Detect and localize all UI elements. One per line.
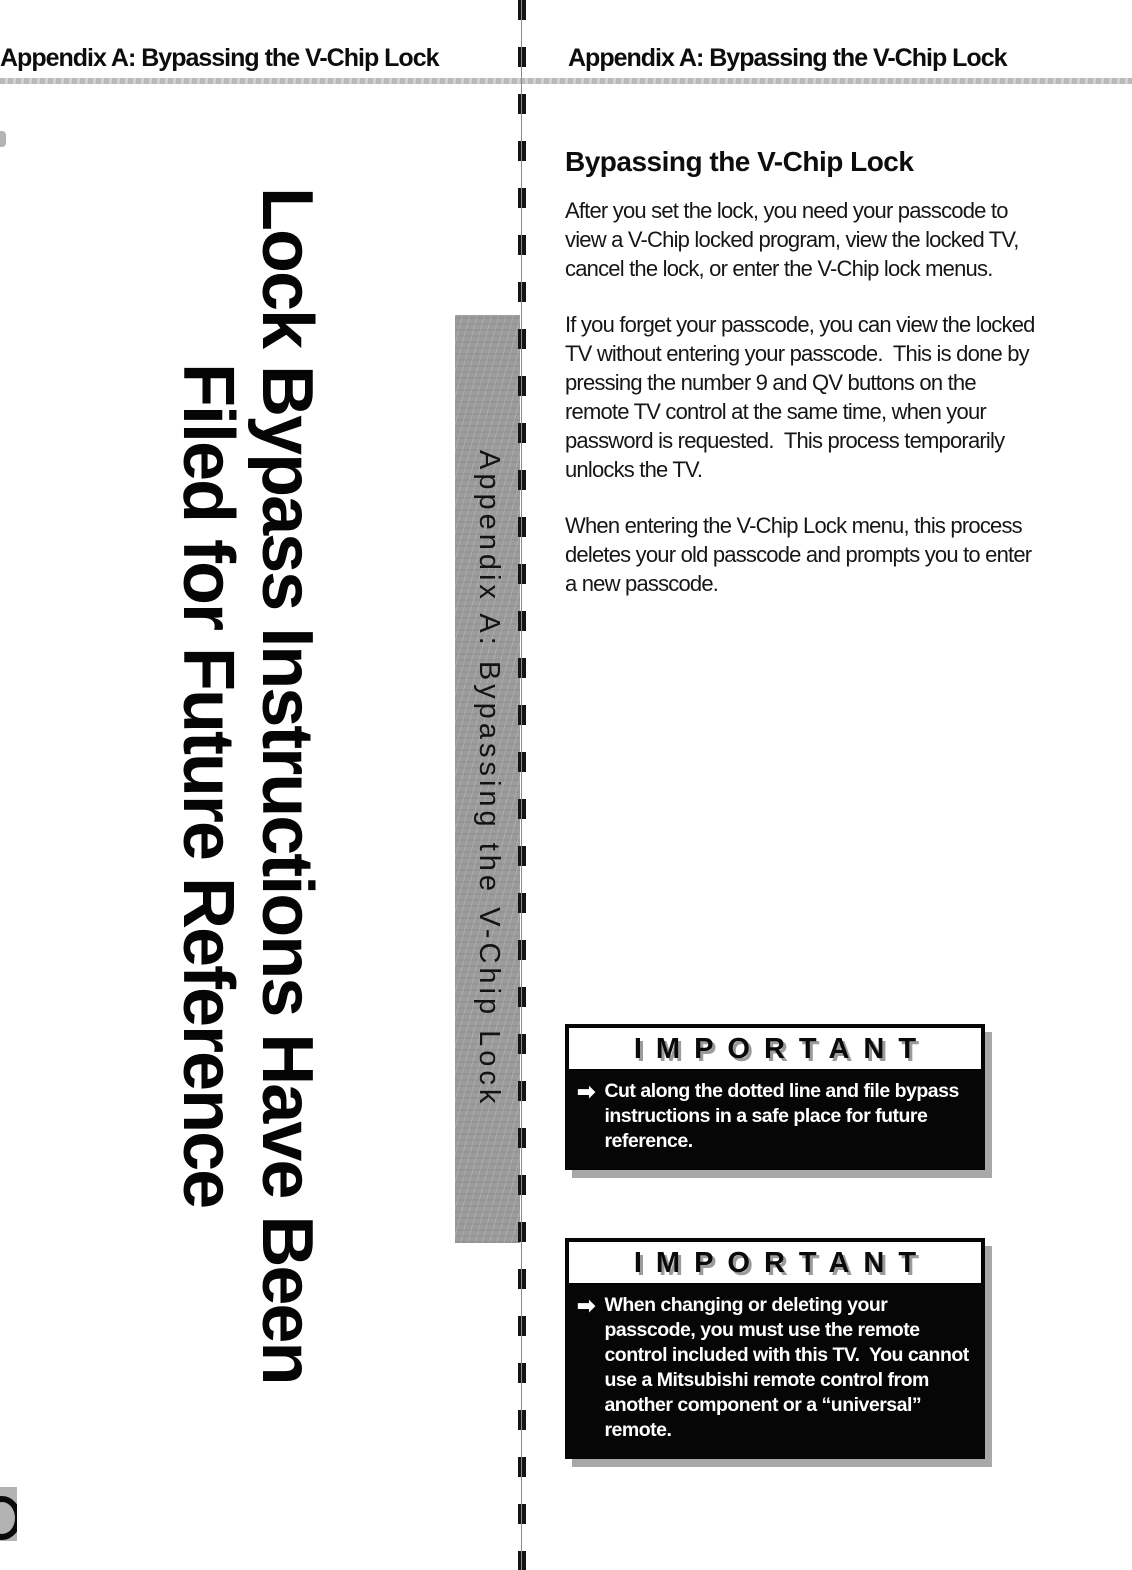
important-box-remote-warning xyxy=(565,1238,985,1459)
page-header-right: Appendix A: Bypassing the V-Chip Lock xyxy=(568,44,1007,72)
important-box-text: When changing or deleting your passcode, you must use the remote control included with this TV. You cannot use a Mitsubishi remote control from another component or a “universal” remote. xyxy=(604,1294,974,1441)
important-box-text: Cut along the dotted line and file bypass instructions in a safe place for future reference. xyxy=(604,1080,964,1152)
important-box-body xyxy=(568,1070,982,1167)
arrow-right-icon: ➡ xyxy=(577,1079,596,1104)
cut-out-notice-line-2: Filed for Future Reference xyxy=(168,362,248,1208)
cutoff-page-badge xyxy=(0,1487,17,1541)
appendix-edge-tab: Appendix A: Bypassing the V-Chip Lock xyxy=(455,315,520,1243)
important-box-title: IMPORTANT xyxy=(568,1027,982,1070)
cut-out-notice xyxy=(166,128,326,1442)
page-header-left: Appendix A: Bypassing the V-Chip Lock xyxy=(0,44,439,72)
dashed-cut-line xyxy=(517,0,526,1570)
important-box-title: IMPORTANT xyxy=(568,1241,982,1284)
body-paragraph: After you set the lock, you need your passcode to view a V-Chip locked program, view the locked TV, cancel the lock, or enter the V-Chip lock menus. xyxy=(565,198,1024,281)
cut-out-notice-line-1: Lock Bypass Instructions Have Been xyxy=(247,186,327,1384)
section-title: Bypassing the V-Chip Lock xyxy=(565,146,914,177)
cutoff-page-number-glyph xyxy=(0,1496,17,1540)
header-divider-rule xyxy=(0,78,1132,84)
body-paragraph: If you forget your passcode, you can view the locked TV without entering your passcode. This is done by pressing the number 9 and QV buttons on the remote TV control at the same time, when your password is requested. This process temporarily unlocks the TV. xyxy=(565,312,1040,482)
important-box-cut-instructions xyxy=(565,1024,985,1170)
content-column xyxy=(565,146,1040,625)
scan-artifact-speck xyxy=(0,131,6,147)
arrow-right-icon: ➡ xyxy=(577,1293,596,1318)
body-paragraph: When entering the V-Chip Lock menu, this process deletes your old passcode and prompts you to enter a new passcode. xyxy=(565,513,1037,596)
important-box-body xyxy=(568,1284,982,1456)
